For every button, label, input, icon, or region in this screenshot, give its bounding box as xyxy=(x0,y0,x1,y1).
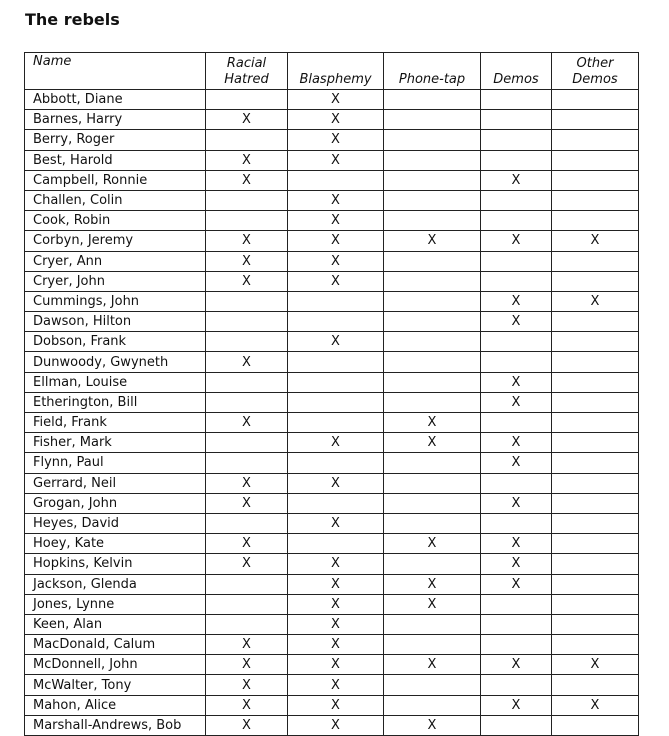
member-name-cell: Hoey, Kate xyxy=(25,534,206,554)
vote-mark-blasphemy: X xyxy=(288,594,384,614)
table-row xyxy=(25,614,639,634)
vote-mark-blasphemy: X xyxy=(288,251,384,271)
vote-mark-phonetap xyxy=(384,372,481,392)
vote-mark-blasphemy xyxy=(288,312,384,332)
vote-mark-demos: X xyxy=(481,493,552,513)
member-name-cell: Keen, Alan xyxy=(25,614,206,634)
vote-mark-demos xyxy=(481,594,552,614)
vote-mark-demos xyxy=(481,675,552,695)
member-name-cell: Mahon, Alice xyxy=(25,695,206,715)
vote-mark-blasphemy: X xyxy=(288,695,384,715)
vote-mark-phonetap xyxy=(384,392,481,412)
vote-mark-demos xyxy=(481,614,552,634)
vote-mark-blasphemy xyxy=(288,392,384,412)
page-title: The rebels xyxy=(25,10,120,29)
vote-mark-other xyxy=(552,614,639,634)
table-row xyxy=(25,312,639,332)
vote-mark-phonetap xyxy=(384,614,481,634)
vote-mark-other xyxy=(552,473,639,493)
vote-mark-phonetap: X xyxy=(384,715,481,735)
vote-mark-blasphemy xyxy=(288,534,384,554)
vote-mark-phonetap: X xyxy=(384,413,481,433)
vote-mark-demos: X xyxy=(481,170,552,190)
vote-mark-other xyxy=(552,433,639,453)
vote-mark-blasphemy: X xyxy=(288,90,384,110)
table-row xyxy=(25,433,639,453)
vote-mark-racial xyxy=(206,614,288,634)
member-name-cell: Cummings, John xyxy=(25,291,206,311)
vote-mark-demos: X xyxy=(481,392,552,412)
vote-mark-blasphemy xyxy=(288,372,384,392)
vote-mark-racial: X xyxy=(206,413,288,433)
vote-mark-blasphemy xyxy=(288,170,384,190)
vote-mark-racial: X xyxy=(206,231,288,251)
vote-mark-demos: X xyxy=(481,655,552,675)
vote-mark-demos xyxy=(481,211,552,231)
vote-mark-phonetap: X xyxy=(384,433,481,453)
vote-mark-phonetap xyxy=(384,513,481,533)
header-phone-tap xyxy=(384,53,481,90)
member-name-cell: Campbell, Ronnie xyxy=(25,170,206,190)
vote-mark-phonetap xyxy=(384,332,481,352)
vote-mark-blasphemy: X xyxy=(288,190,384,210)
table-row xyxy=(25,675,639,695)
vote-mark-phonetap xyxy=(384,453,481,473)
vote-mark-other: X xyxy=(552,291,639,311)
header-racial-line1: Racial xyxy=(226,56,267,71)
vote-mark-demos xyxy=(481,715,552,735)
vote-mark-blasphemy: X xyxy=(288,675,384,695)
table-header-row xyxy=(25,53,639,90)
member-name-cell: Corbyn, Jeremy xyxy=(25,231,206,251)
member-name-cell: Berry, Roger xyxy=(25,130,206,150)
vote-mark-racial: X xyxy=(206,554,288,574)
vote-mark-racial xyxy=(206,291,288,311)
table-row xyxy=(25,352,639,372)
table-row xyxy=(25,271,639,291)
vote-mark-racial: X xyxy=(206,715,288,735)
vote-mark-phonetap xyxy=(384,90,481,110)
vote-mark-other: X xyxy=(552,695,639,715)
vote-mark-demos: X xyxy=(481,231,552,251)
vote-mark-blasphemy xyxy=(288,291,384,311)
vote-mark-other xyxy=(552,372,639,392)
member-name-cell: Abbott, Diane xyxy=(25,90,206,110)
table-row xyxy=(25,574,639,594)
vote-mark-blasphemy: X xyxy=(288,150,384,170)
vote-mark-other xyxy=(552,534,639,554)
vote-mark-racial xyxy=(206,594,288,614)
table-row xyxy=(25,453,639,473)
member-name-cell: Heyes, David xyxy=(25,513,206,533)
vote-mark-demos xyxy=(481,513,552,533)
member-name-cell: Barnes, Harry xyxy=(25,110,206,130)
vote-mark-phonetap xyxy=(384,695,481,715)
member-name-cell: Ellman, Louise xyxy=(25,372,206,392)
vote-mark-demos: X xyxy=(481,695,552,715)
vote-mark-phonetap xyxy=(384,271,481,291)
member-name-cell: Jones, Lynne xyxy=(25,594,206,614)
table-row xyxy=(25,392,639,412)
vote-mark-demos: X xyxy=(481,312,552,332)
table-row xyxy=(25,130,639,150)
vote-mark-phonetap xyxy=(384,170,481,190)
vote-mark-other xyxy=(552,493,639,513)
vote-mark-phonetap: X xyxy=(384,655,481,675)
vote-mark-phonetap xyxy=(384,473,481,493)
table-row xyxy=(25,473,639,493)
vote-mark-blasphemy: X xyxy=(288,231,384,251)
vote-mark-phonetap: X xyxy=(384,594,481,614)
header-name-label: Name xyxy=(33,54,72,69)
table-row xyxy=(25,90,639,110)
vote-mark-racial: X xyxy=(206,493,288,513)
vote-mark-other xyxy=(552,211,639,231)
vote-mark-phonetap xyxy=(384,150,481,170)
member-name-cell: Grogan, John xyxy=(25,493,206,513)
vote-mark-racial xyxy=(206,433,288,453)
vote-mark-other xyxy=(552,453,639,473)
vote-mark-blasphemy xyxy=(288,352,384,372)
vote-mark-phonetap xyxy=(384,493,481,513)
table-body xyxy=(25,90,639,736)
table-row xyxy=(25,332,639,352)
vote-mark-blasphemy: X xyxy=(288,332,384,352)
vote-mark-other xyxy=(552,554,639,574)
vote-mark-racial: X xyxy=(206,150,288,170)
vote-mark-racial xyxy=(206,453,288,473)
header-other-line1: Other xyxy=(576,56,614,71)
vote-mark-blasphemy: X xyxy=(288,655,384,675)
header-other-line2: Demos xyxy=(572,72,618,87)
vote-mark-racial xyxy=(206,574,288,594)
member-name-cell: Challen, Colin xyxy=(25,190,206,210)
vote-mark-other xyxy=(552,513,639,533)
header-racial-hatred xyxy=(206,53,288,90)
table-row xyxy=(25,170,639,190)
vote-mark-other xyxy=(552,635,639,655)
vote-mark-demos xyxy=(481,110,552,130)
vote-mark-demos: X xyxy=(481,433,552,453)
vote-mark-racial: X xyxy=(206,635,288,655)
vote-mark-blasphemy: X xyxy=(288,130,384,150)
vote-mark-demos xyxy=(481,271,552,291)
vote-mark-other: X xyxy=(552,655,639,675)
vote-mark-blasphemy: X xyxy=(288,715,384,735)
vote-mark-racial: X xyxy=(206,675,288,695)
vote-mark-demos xyxy=(481,130,552,150)
vote-mark-racial: X xyxy=(206,352,288,372)
vote-mark-phonetap xyxy=(384,675,481,695)
table-row xyxy=(25,715,639,735)
header-demos-label: Demos xyxy=(493,72,539,87)
vote-mark-other xyxy=(552,130,639,150)
member-name-cell: Flynn, Paul xyxy=(25,453,206,473)
member-name-cell: Cryer, John xyxy=(25,271,206,291)
vote-mark-phonetap xyxy=(384,291,481,311)
header-blasphemy-label: Blasphemy xyxy=(299,72,372,87)
vote-mark-demos xyxy=(481,190,552,210)
vote-mark-other xyxy=(552,392,639,412)
member-name-cell: MacDonald, Calum xyxy=(25,635,206,655)
table-row xyxy=(25,291,639,311)
table-row xyxy=(25,211,639,231)
table-row xyxy=(25,554,639,574)
header-demos xyxy=(481,53,552,90)
vote-mark-blasphemy xyxy=(288,413,384,433)
vote-mark-racial: X xyxy=(206,655,288,675)
vote-mark-blasphemy xyxy=(288,493,384,513)
vote-mark-phonetap: X xyxy=(384,574,481,594)
table-row xyxy=(25,635,639,655)
vote-mark-racial: X xyxy=(206,251,288,271)
vote-mark-other xyxy=(552,170,639,190)
vote-mark-blasphemy: X xyxy=(288,271,384,291)
vote-mark-demos: X xyxy=(481,574,552,594)
vote-mark-racial: X xyxy=(206,473,288,493)
header-racial-line2: Hatred xyxy=(224,72,269,87)
vote-mark-other xyxy=(552,574,639,594)
table-row xyxy=(25,190,639,210)
vote-mark-other xyxy=(552,251,639,271)
vote-mark-demos: X xyxy=(481,372,552,392)
rebels-table xyxy=(24,52,639,736)
table-row xyxy=(25,493,639,513)
member-name-cell: Fisher, Mark xyxy=(25,433,206,453)
vote-mark-other xyxy=(552,352,639,372)
vote-mark-blasphemy: X xyxy=(288,513,384,533)
vote-mark-racial: X xyxy=(206,271,288,291)
member-name-cell: Cook, Robin xyxy=(25,211,206,231)
header-other-demos xyxy=(552,53,639,90)
vote-mark-phonetap xyxy=(384,211,481,231)
vote-mark-other xyxy=(552,110,639,130)
vote-mark-racial: X xyxy=(206,534,288,554)
vote-mark-phonetap: X xyxy=(384,231,481,251)
member-name-cell: Dunwoody, Gwyneth xyxy=(25,352,206,372)
vote-mark-racial: X xyxy=(206,695,288,715)
table-row xyxy=(25,413,639,433)
vote-mark-demos xyxy=(481,413,552,433)
vote-mark-phonetap xyxy=(384,190,481,210)
vote-mark-demos: X xyxy=(481,453,552,473)
vote-mark-other xyxy=(552,594,639,614)
vote-mark-racial: X xyxy=(206,170,288,190)
table-row xyxy=(25,695,639,715)
vote-mark-demos: X xyxy=(481,534,552,554)
vote-mark-racial xyxy=(206,513,288,533)
vote-mark-demos xyxy=(481,473,552,493)
member-name-cell: Marshall-Andrews, Bob xyxy=(25,715,206,735)
vote-mark-other xyxy=(552,190,639,210)
vote-mark-phonetap xyxy=(384,110,481,130)
table-row xyxy=(25,513,639,533)
vote-mark-blasphemy: X xyxy=(288,110,384,130)
vote-mark-demos xyxy=(481,635,552,655)
vote-mark-other xyxy=(552,675,639,695)
table-row xyxy=(25,150,639,170)
vote-mark-phonetap xyxy=(384,251,481,271)
table-row xyxy=(25,594,639,614)
vote-mark-other xyxy=(552,332,639,352)
table-row xyxy=(25,534,639,554)
table-row xyxy=(25,251,639,271)
vote-mark-racial xyxy=(206,372,288,392)
vote-mark-demos xyxy=(481,251,552,271)
vote-mark-racial xyxy=(206,130,288,150)
vote-mark-racial xyxy=(206,190,288,210)
vote-mark-phonetap xyxy=(384,312,481,332)
vote-mark-racial xyxy=(206,392,288,412)
vote-mark-racial xyxy=(206,332,288,352)
header-phonetap-label: Phone-tap xyxy=(398,72,466,87)
header-blasphemy xyxy=(288,53,384,90)
vote-mark-phonetap xyxy=(384,635,481,655)
member-name-cell: Gerrard, Neil xyxy=(25,473,206,493)
member-name-cell: Dobson, Frank xyxy=(25,332,206,352)
vote-mark-racial: X xyxy=(206,110,288,130)
table-row xyxy=(25,372,639,392)
vote-mark-blasphemy xyxy=(288,453,384,473)
member-name-cell: Best, Harold xyxy=(25,150,206,170)
vote-mark-racial xyxy=(206,312,288,332)
table-row xyxy=(25,110,639,130)
vote-mark-blasphemy: X xyxy=(288,473,384,493)
vote-mark-racial xyxy=(206,211,288,231)
vote-mark-other: X xyxy=(552,231,639,251)
member-name-cell: Dawson, Hilton xyxy=(25,312,206,332)
vote-mark-demos xyxy=(481,352,552,372)
vote-mark-demos: X xyxy=(481,554,552,574)
table-row xyxy=(25,655,639,675)
table-row xyxy=(25,231,639,251)
vote-mark-blasphemy: X xyxy=(288,433,384,453)
vote-mark-other xyxy=(552,271,639,291)
vote-mark-blasphemy: X xyxy=(288,574,384,594)
header-name xyxy=(25,53,206,90)
vote-mark-demos xyxy=(481,332,552,352)
vote-mark-other xyxy=(552,90,639,110)
vote-mark-other xyxy=(552,413,639,433)
vote-mark-demos xyxy=(481,150,552,170)
vote-mark-phonetap xyxy=(384,130,481,150)
vote-mark-other xyxy=(552,150,639,170)
vote-mark-blasphemy: X xyxy=(288,554,384,574)
vote-mark-other xyxy=(552,715,639,735)
vote-mark-phonetap xyxy=(384,352,481,372)
member-name-cell: Cryer, Ann xyxy=(25,251,206,271)
vote-mark-demos: X xyxy=(481,291,552,311)
member-name-cell: Etherington, Bill xyxy=(25,392,206,412)
vote-mark-blasphemy: X xyxy=(288,614,384,634)
vote-mark-blasphemy: X xyxy=(288,211,384,231)
member-name-cell: Hopkins, Kelvin xyxy=(25,554,206,574)
member-name-cell: Jackson, Glenda xyxy=(25,574,206,594)
vote-mark-other xyxy=(552,312,639,332)
vote-mark-phonetap xyxy=(384,554,481,574)
vote-mark-demos xyxy=(481,90,552,110)
member-name-cell: Field, Frank xyxy=(25,413,206,433)
member-name-cell: McWalter, Tony xyxy=(25,675,206,695)
vote-mark-phonetap: X xyxy=(384,534,481,554)
vote-mark-racial xyxy=(206,90,288,110)
vote-mark-blasphemy: X xyxy=(288,635,384,655)
member-name-cell: McDonnell, John xyxy=(25,655,206,675)
